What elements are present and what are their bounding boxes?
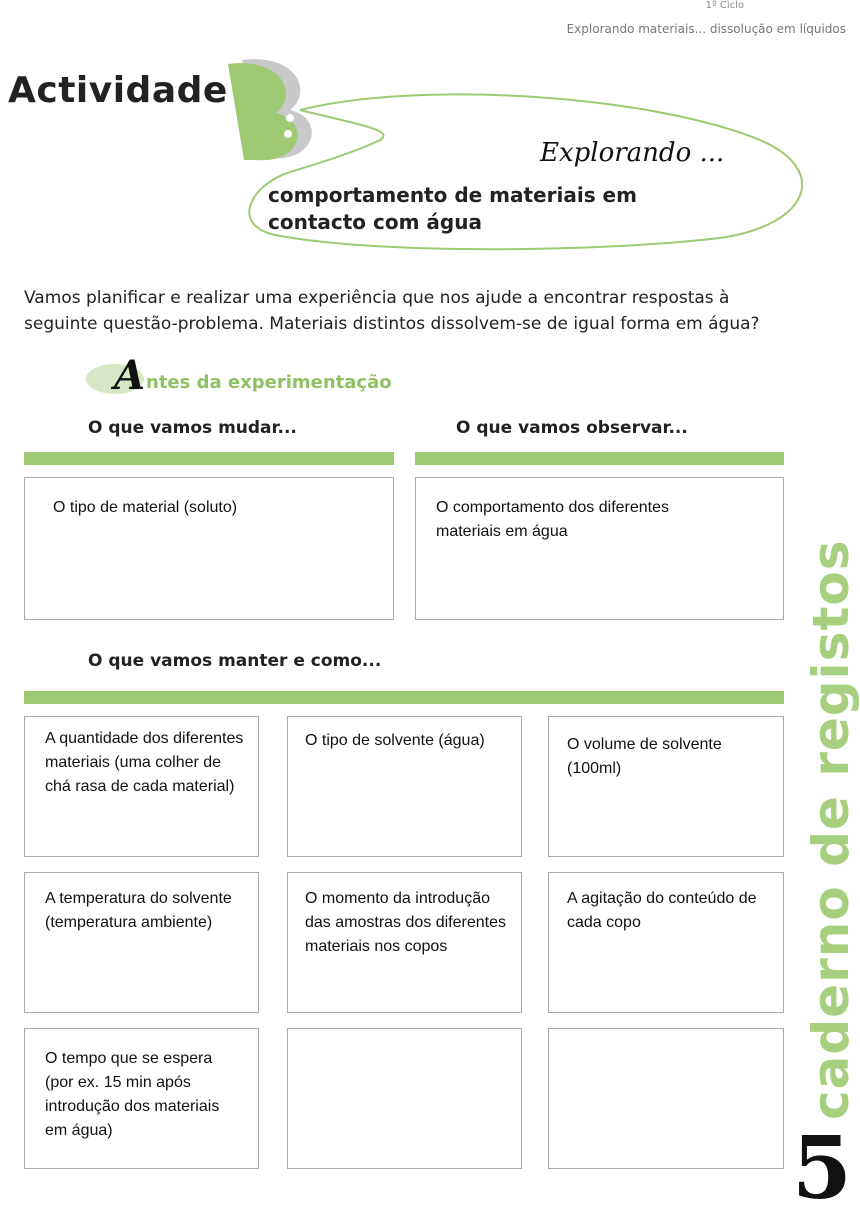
side-label <box>802 539 860 1120</box>
manter-cell <box>287 1028 522 1169</box>
antes-heading: ntes da experimentação <box>146 372 392 393</box>
manter-cell-text: A agitação do conteúdo de cada copo <box>567 890 757 931</box>
manter-cell <box>287 716 522 857</box>
mudar-title: O que vamos mudar... <box>88 418 297 438</box>
logo: 1º Ciclo <box>705 0 744 11</box>
explorando-title: Explorando ... <box>540 138 725 168</box>
manter-cell-text: O tipo de solvente (água) <box>305 732 485 749</box>
manter-cell <box>24 1028 259 1169</box>
side-label-text: caderno de registos <box>802 539 860 1120</box>
observar-bar <box>415 452 784 465</box>
activity-subtitle: comportamento de materiais em contacto com água <box>268 183 637 234</box>
mudar-bar <box>24 452 394 465</box>
manter-cell <box>548 716 784 857</box>
mudar-text: O tipo de material (soluto) <box>53 499 238 516</box>
antes-initial: A <box>114 352 146 399</box>
manter-bar <box>24 691 784 704</box>
manter-cell-text: A temperatura do solvente (temperatura ambiente) <box>45 890 232 931</box>
header-subtitle: Explorando materiais... dissolução em líquidos <box>566 22 846 36</box>
manter-cell-text: A quantidade dos diferentes materiais (uma colher de chá rasa de cada material) <box>45 730 244 795</box>
manter-cell <box>548 872 784 1013</box>
page-number: 5 <box>792 1118 852 1219</box>
manter-cell <box>24 716 259 857</box>
manter-cell <box>287 872 522 1013</box>
manter-cell-text: O tempo que se espera (por ex. 15 min após introdução dos materiais em água) <box>45 1050 220 1139</box>
activity-b-letter <box>228 59 312 160</box>
activity-title: Actividade <box>8 70 228 111</box>
manter-cell-text: O momento da introdução das amostras dos diferentes materiais nos copos <box>305 890 506 955</box>
observar-box <box>415 477 784 620</box>
observar-title: O que vamos observar... <box>456 418 688 438</box>
intro-paragraph: Vamos planificar e realizar uma experiência que nos ajude a encontrar respostas à seguinte questão-problema. Materiais distintos dissolvem-se de igual forma em água? <box>24 288 760 334</box>
observar-text: O comportamento dos diferentes materiais em água <box>436 499 670 540</box>
mudar-box <box>24 477 394 620</box>
manter-title: O que vamos manter e como... <box>88 651 382 671</box>
manter-cell <box>24 872 259 1013</box>
manter-cell <box>548 1028 784 1169</box>
manter-cell-text: O volume de solvente (100ml) <box>567 736 722 777</box>
